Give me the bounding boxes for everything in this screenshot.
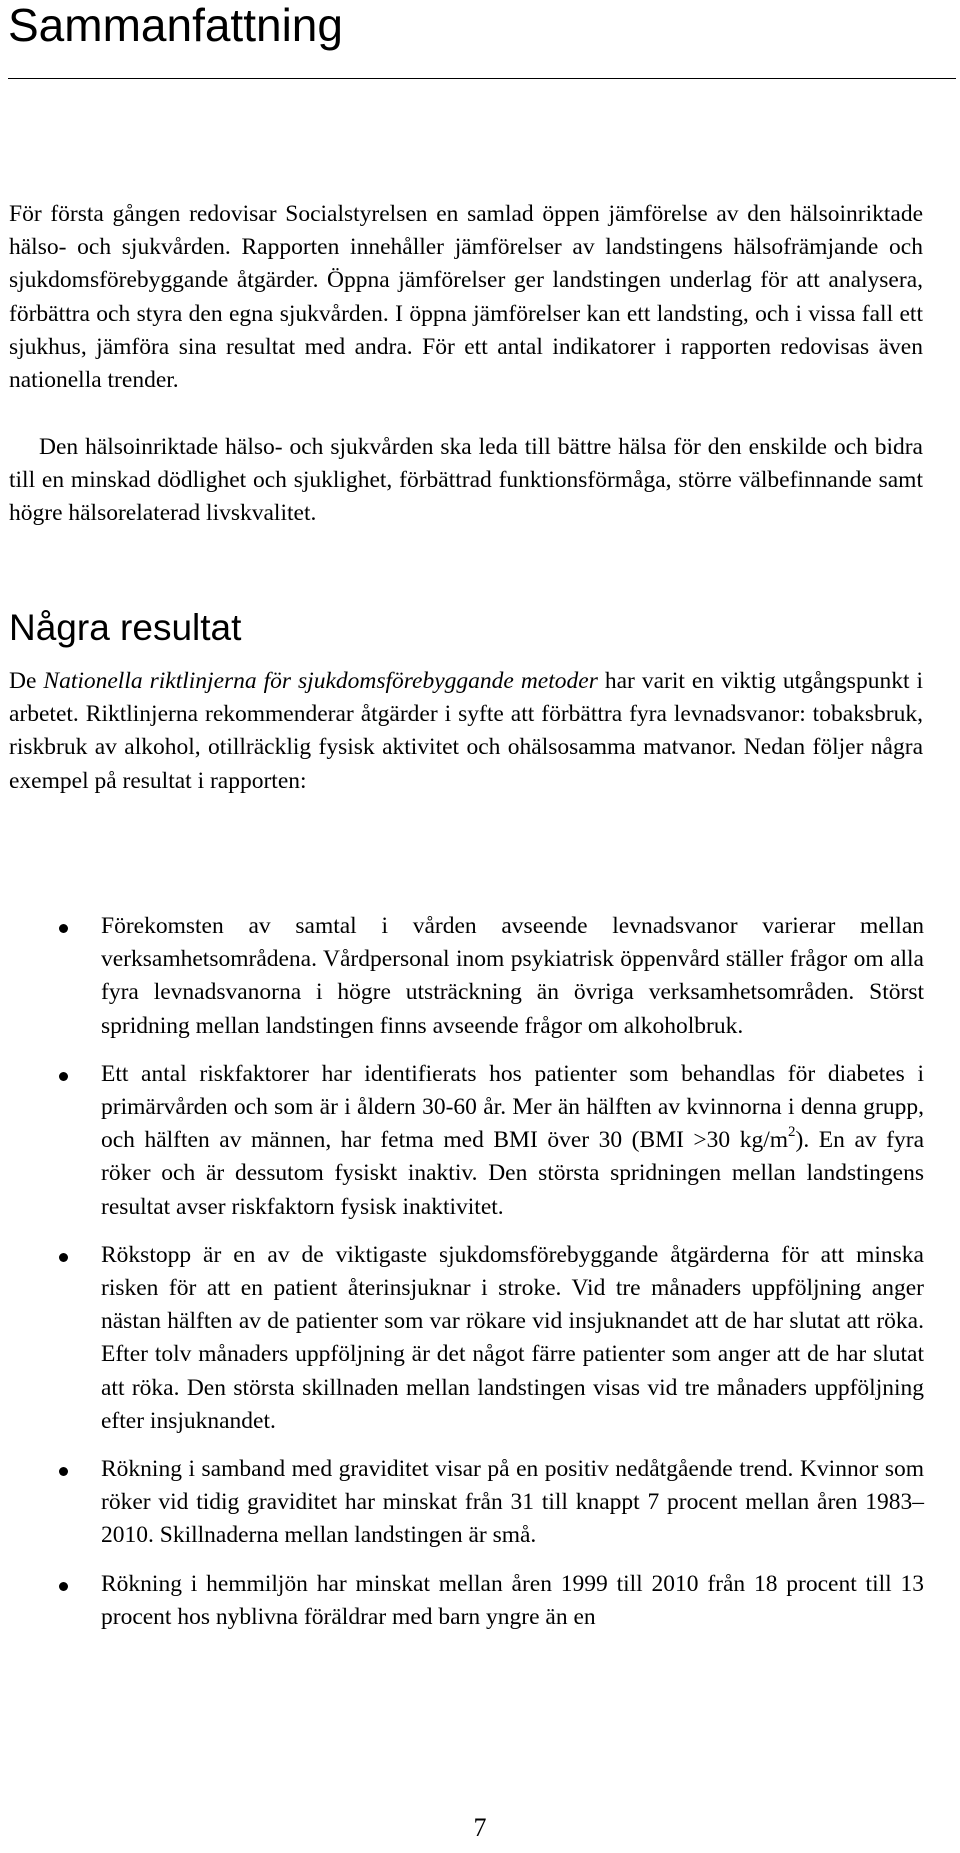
guidelines-title: Nationella riktlinjerna för sjukdomsförebyggande metoder xyxy=(43,668,598,694)
title-divider xyxy=(8,78,956,79)
list-item-text: Rökstopp är en av de viktigaste sjukdomsförebyggande åtgärderna för att minska risken för att en patient återinsjuknar i stroke. Vid tre månaders uppföljning anger nästan hälften av de patienter som var rökare vid insjuknandet att de har slutat att röka. Efter tolv månaders uppföljning är det något färre patienter som anger att de har slutat att röka. Den största skillnaden mellan landstingen visas vid tre månaders uppföljning efter insjuknandet. xyxy=(101,1241,924,1434)
list-item-text: Rökning i samband med graviditet visar på en positiv nedåtgående trend. Kvinnor som röker vid tidig graviditet har minskat från 31 till knappt 7 procent mellan åren 1983–2010. Skillnaderna mellan landstingen är små. xyxy=(101,1456,924,1549)
intro-paragraph-1: För första gången redovisar Socialstyrelsen en samlad öppen jämförelse av den hälsoinriktade hälso- och sjukvården. Rapporten innehåller jämförelser av landstingens hälsofrämjande och sjukdomsförebyggande åtgärder. Öppna jämförelser ger landstingen underlag för att analysera, förbättra och styra den egna sjukvården. I öppna jämförelser kan ett landsting, och i vissa fall ett sjukhus, jämföra sina resultat med andra. För ett antal indikatorer i rapporten redovisas även nationella trender. xyxy=(9,201,923,394)
bullet-icon xyxy=(59,924,68,933)
list-item-text: Ett antal riskfaktorer har identifierats hos patienter som behandlas för diabetes i primärvården och som är i åldern 30-60 år. Mer än hälften av kvinnorna i denna grupp, och hälften av männen, har fetma med BMI över 30 (BMI >30 kg/m xyxy=(101,1060,924,1154)
section-heading: Några resultat xyxy=(9,607,242,648)
superscript: 2 xyxy=(788,1124,796,1141)
list-item xyxy=(0,1453,924,1553)
bullet-icon xyxy=(59,1467,68,1476)
list-item-text: Rökning i hemmiljön har minskat mellan åren 1999 till 2010 från 18 procent till 13 procent hos nyblivna föräldrar med barn yngre än en xyxy=(101,1570,924,1630)
bullet-icon xyxy=(59,1253,68,1262)
intro-paragraph-2: Den hälsoinriktade hälso- och sjukvården ska leda till bättre hälsa för den enskilde och bidra till en minskad dödlighet och sjuklighet, förbättrad funktionsförmåga, större välbefinnande samt högre hälsorelaterad livskvalitet. xyxy=(9,434,923,527)
list-item xyxy=(0,1568,924,1634)
list-item-text: Förekomsten av samtal i vården avseende levnadsvanor varierar mellan verksamhetsområdena. Vårdpersonal inom psykiatrisk öppenvård ställer frågor om alla fyra levnadsvanorna i högre utsträckning än övriga verksamhetsområden. Störst spridning mellan landstingen finns avseende frågor om alkoholbruk. xyxy=(101,913,924,1039)
results-list xyxy=(0,910,960,1634)
list-item xyxy=(0,910,924,1043)
bullet-icon xyxy=(59,1072,68,1081)
page-title: Sammanfattning xyxy=(8,0,343,51)
bullet-icon xyxy=(59,1582,68,1591)
section-paragraph-lead: De xyxy=(9,668,44,694)
list-item xyxy=(0,1058,924,1224)
section-paragraph-rest: har varit en viktig utgångspunkt i arbetet. Riktlinjerna rekommenderar åtgärder i syfte att förbättra fyra levnadsvanor: tobaksbruk, riskbruk av alkohol, otillräcklig fysisk aktivitet och ohälsosamma matvanor. Nedan följer några exempel på resultat i rapporten: xyxy=(9,668,923,794)
list-item-text-continued: ). En av fyra röker och är dessutom fysiskt inaktiv. Den största spridningen mellan landstingens resultat avser riskfaktorn fysisk inaktivitet. xyxy=(101,1127,924,1220)
section-paragraph xyxy=(9,665,923,798)
list-item xyxy=(0,1239,924,1438)
page-number: 7 xyxy=(473,1813,487,1842)
